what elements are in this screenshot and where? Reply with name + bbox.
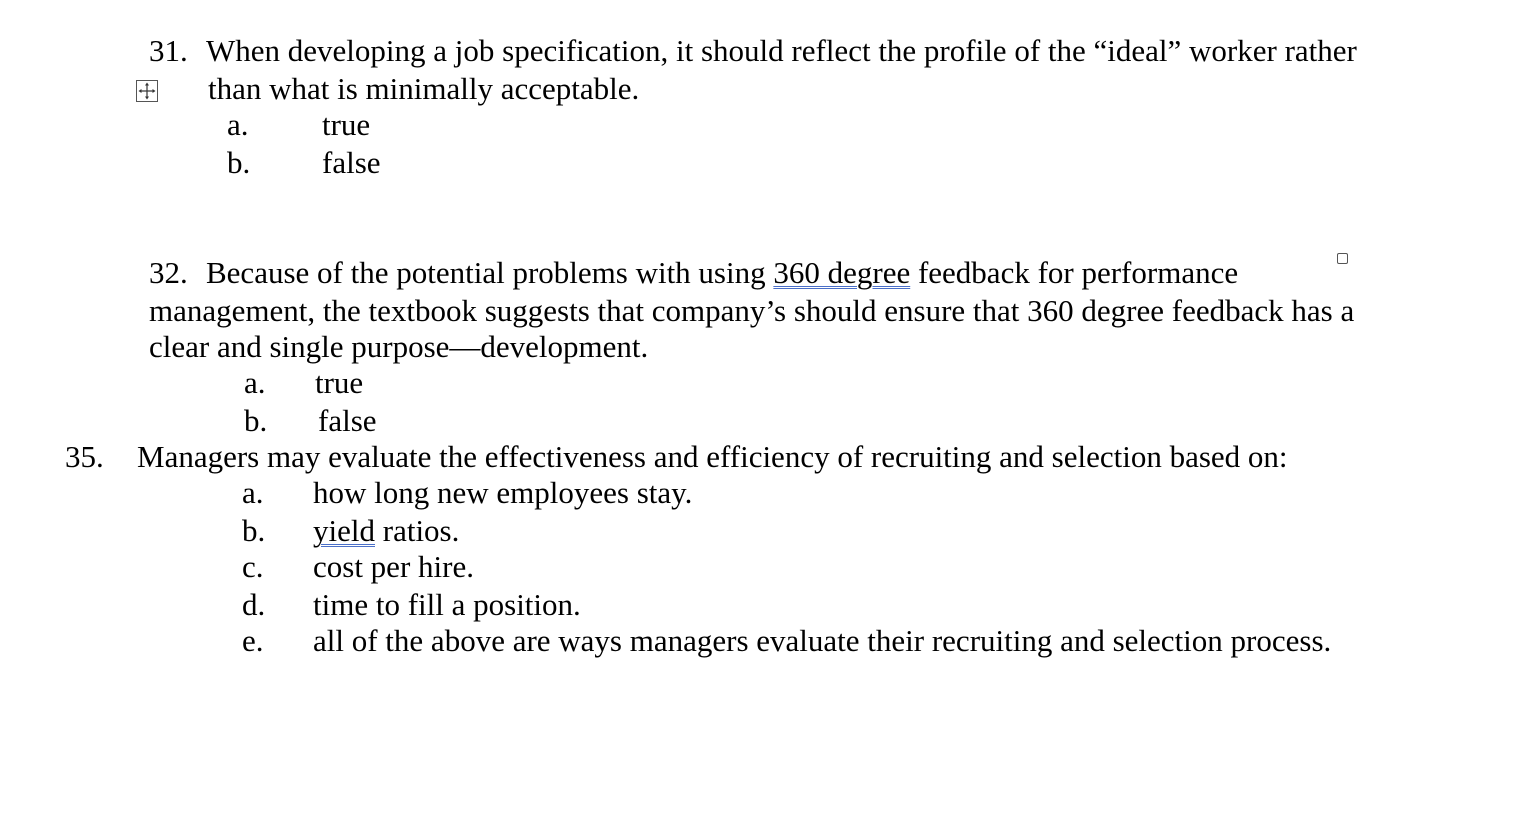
q35-number: 35. xyxy=(65,439,104,474)
q35-option-b-letter: b. xyxy=(242,513,266,548)
q35-option-c-letter: c. xyxy=(242,549,264,584)
q35-spellcheck-yield[interactable]: yield xyxy=(313,513,375,548)
q35-option-a-letter: a. xyxy=(242,475,264,510)
q31-text-line2: than what is minimally acceptable. xyxy=(208,71,640,106)
q32-text-line1-pre: Because of the potential problems with using xyxy=(206,255,774,290)
q35-option-a-text: how long new employees stay. xyxy=(313,475,693,510)
q32-text-line2: management, the textbook suggests that company’s should ensure that 360 degree feedback has a xyxy=(149,293,1355,328)
q31-number: 31. xyxy=(149,33,188,68)
q35-option-e-text: all of the above are ways managers evaluate their recruiting and selection process. xyxy=(313,623,1332,658)
q31-text-line1: When developing a job specification, it should reflect the profile of the “ideal” worker rather xyxy=(206,33,1357,68)
q31-option-a-letter: a. xyxy=(227,107,249,142)
q35-option-c-text: cost per hire. xyxy=(313,549,474,584)
table-move-handle[interactable] xyxy=(136,80,158,102)
move-icon xyxy=(137,81,157,101)
q31-option-b-text: false xyxy=(322,145,381,180)
q35-text-line1: Managers may evaluate the effectiveness and efficiency of recruiting and selection based on: xyxy=(137,439,1288,474)
q32-option-a-text: true xyxy=(315,365,364,400)
q35-option-e-letter: e. xyxy=(242,623,264,658)
q32-spellcheck-360-degree[interactable]: 360 degree xyxy=(773,255,911,290)
q32-number: 32. xyxy=(149,255,188,290)
q31-option-a-text: true xyxy=(322,107,371,142)
q35-option-d-letter: d. xyxy=(242,587,266,622)
q31-option-b-letter: b. xyxy=(227,145,251,180)
q35-option-b-text xyxy=(313,512,459,550)
q35-option-b-text-rest: ratios. xyxy=(375,513,460,548)
resize-handle-icon[interactable] xyxy=(1337,253,1348,264)
q32-text-line1 xyxy=(206,254,1238,292)
q35-option-d-text: time to fill a position. xyxy=(313,587,581,622)
q32-option-b-text: false xyxy=(318,403,377,438)
q32-option-a-letter: a. xyxy=(244,365,266,400)
q32-text-line3: clear and single purpose—development. xyxy=(149,329,649,364)
q32-text-line1-post: feedback for performance xyxy=(910,255,1239,290)
q32-option-b-letter: b. xyxy=(244,403,268,438)
